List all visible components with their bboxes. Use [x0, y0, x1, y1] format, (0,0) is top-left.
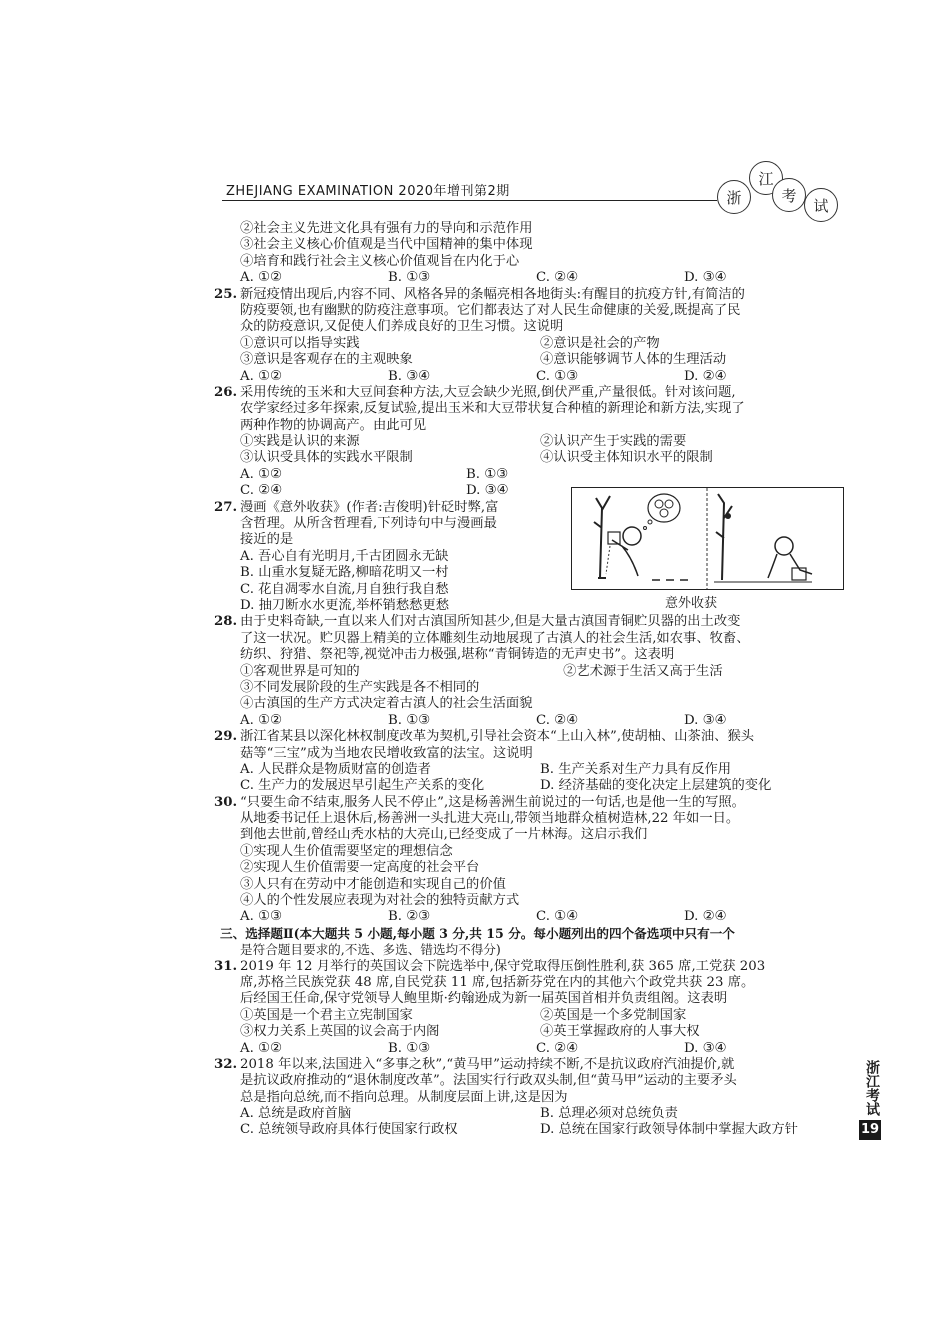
question-31	[214, 958, 840, 975]
option-a: A. ①③	[240, 909, 282, 925]
option: ①英国是一个君主立宪制国家	[240, 1007, 413, 1023]
question-30	[214, 794, 840, 811]
option-row	[240, 450, 840, 466]
option: ④意识能够调节人体的生理活动	[540, 352, 727, 368]
option: ④人的个性发展应表现为对社会的独特贡献方式	[240, 893, 520, 909]
text-line: ③社会主义核心价值观是当代中国精神的集中体现	[240, 237, 533, 253]
text-line: 含哲理。从所含哲理看,下列诗句中与漫画最	[240, 516, 497, 532]
option-c: C. ②④	[240, 483, 282, 499]
exam-content	[214, 221, 840, 1139]
option: ③意识是客观存在的主观映象	[240, 352, 413, 368]
text-line: 接近的是	[240, 532, 294, 548]
option-row	[240, 664, 840, 680]
option-b: B. 生产关系对生产力具有反作用	[540, 761, 732, 777]
option-c: C. 花自凋零水自流,月自独行我自愁	[240, 581, 449, 597]
question-25	[214, 286, 840, 303]
option: ④古滇国的生产方式决定着古滇人的社会生活面貌	[240, 696, 533, 712]
option-c: C. ②④	[536, 270, 578, 286]
text-line: 从地委书记任上退休后,杨善洲一头扎进大亮山,带领当地群众植树造林,22 年如一日。	[240, 811, 740, 827]
option-c: C. ②④	[536, 712, 578, 728]
option-b: B. ①③	[388, 270, 431, 286]
option-a: A. 人民群众是物质财富的创造者	[240, 761, 431, 777]
option-b: B. ②③	[388, 909, 431, 925]
side-tab: 浙江考试	[864, 1060, 880, 1116]
text-line: 总是指向总统,而不指向总理。从制度层面上讲,这是因为	[240, 1089, 568, 1105]
answer-row	[240, 909, 840, 925]
question-number: 29.	[214, 729, 238, 745]
option-a: A. ①②	[240, 466, 282, 482]
badge-jiang: 江	[749, 161, 783, 195]
option-c: C. ②④	[536, 1040, 578, 1056]
option-a: A. ①②	[240, 368, 282, 384]
option-b: B. ①③	[388, 712, 431, 728]
option-b: B. 总理必须对总统负责	[540, 1106, 678, 1122]
option-b: B. 山重水复疑无路,柳暗花明又一村	[240, 565, 449, 581]
option-c: C. ①③	[536, 368, 578, 384]
answer-row	[240, 467, 840, 483]
option: ④认识受主体知识水平的限制	[540, 450, 713, 466]
question-number: 30.	[214, 794, 238, 810]
stem: 由于史料奇缺,一直以来人们对古滇国所知甚少,但是大量古滇国青铜贮贝器的出土改变	[240, 614, 741, 630]
badge-shi: 试	[804, 188, 838, 222]
text-line: 了这一状况。贮贝器上精美的立体雕刻生动地展现了古滇人的社会生活,如农事、牧畜、	[240, 630, 750, 646]
text-line: 众的防疫意识,又促使人们养成良好的卫生习惯。这说明	[240, 319, 564, 335]
question-32	[214, 1056, 840, 1073]
option-row	[240, 778, 840, 794]
option-b: B. ③④	[388, 368, 431, 384]
option-row	[240, 1106, 840, 1122]
option: ③权力关系上英国的议会高于内阁	[240, 1024, 440, 1040]
option-row	[240, 434, 840, 450]
option-row	[240, 1024, 840, 1040]
question-29	[214, 729, 840, 745]
cartoon-caption: 意外收获	[665, 596, 718, 611]
option: ②艺术源于生活又高于生活	[563, 663, 723, 679]
option-d: D. ③④	[684, 712, 727, 728]
header-rule	[222, 200, 717, 201]
option-a: A. ①②	[240, 270, 282, 286]
badge-kao: 考	[772, 178, 806, 212]
text-line: 农学家经过多年探索,反复试验,提出玉米和大豆带状复合种植的新理论和新方法,实现了	[240, 401, 745, 417]
option-b: B. ①③	[466, 466, 509, 482]
question-number: 26.	[214, 384, 238, 400]
text-line: 菇等“三宝”成为当地农民增收致富的法宝。这说明	[240, 745, 533, 761]
option: ③认识受具体的实践水平限制	[240, 450, 413, 466]
stem: 2018 年以来,法国进入“多事之秋”,“黄马甲”运动持续不断,不是抗议政府汽油提价,就	[240, 1056, 735, 1072]
question-26	[214, 384, 840, 401]
section-note: 是符合题目要求的,不选、多选、错选均不得分)	[240, 942, 501, 958]
option-d: D. 经济基础的变化决定上层建筑的变化	[540, 778, 772, 794]
option-row	[240, 352, 840, 368]
option: ①实践是认识的来源	[240, 434, 360, 450]
option-row	[240, 336, 840, 352]
section-title: 三、选择题Ⅱ(本大题共 5 小题,每小题 3 分,共 15 分。每小题列出的四个备选项中只有一个	[220, 925, 735, 941]
option-c: C. 生产力的发展迟早引起生产关系的变化	[240, 778, 485, 794]
stem: 采用传统的玉米和大豆间套种方法,大豆会缺少光照,倒伏严重,产量很低。针对该问题,	[240, 384, 736, 400]
question-number: 31.	[214, 958, 238, 974]
badge-zhe: 浙	[717, 180, 751, 214]
stem: 浙江省某县以深化林权制度改革为契机,引导社会资本“上山入林”,使胡柚、山茶油、猴头	[240, 729, 755, 745]
option-d: D. 抽刀断水水更流,举杯销愁愁更愁	[240, 597, 450, 613]
option: ①实现人生价值需要坚定的理想信念	[240, 843, 453, 859]
cartoon-image	[571, 487, 844, 590]
page-number: 19	[859, 1120, 881, 1140]
stem: “只要生命不结束,服务人民不停止”,这是杨善洲生前说过的一句话,也是他一生的写照。	[240, 794, 745, 810]
option-a: A. 总统是政府首脑	[240, 1106, 352, 1122]
text-line: ④培育和践行社会主义核心价值观旨在内化于心	[240, 253, 520, 269]
option-c: C. ①④	[536, 909, 578, 925]
option-d: D. ②④	[684, 368, 727, 384]
answer-row	[240, 369, 840, 385]
text-line: 两种作物的协调高产。由此可见	[240, 417, 427, 433]
option-d: D. ③④	[684, 1040, 727, 1056]
header-title: ZHEJIANG EXAMINATION 2020年增刊第2期	[226, 184, 510, 199]
option: ②认识产生于实践的需要	[540, 434, 687, 450]
question-28	[214, 614, 840, 630]
text-line: 到他去世前,曾经山秃水枯的大亮山,已经变成了一片林海。这启示我们	[240, 827, 648, 843]
option-row	[240, 1008, 840, 1024]
option-b: B. ①③	[388, 1040, 431, 1056]
question-number: 25.	[214, 286, 238, 302]
option: ④英王掌握政府的人事大权	[540, 1024, 700, 1040]
answer-row	[240, 1041, 840, 1057]
option-a: A. ①②	[240, 712, 282, 728]
question-number: 27.	[214, 499, 238, 515]
option-row	[240, 1122, 840, 1138]
option-d: D. 总统在国家行政领导体制中掌握大政方针	[540, 1122, 798, 1138]
question-number: 28.	[214, 614, 238, 630]
option: ①意识可以指导实践	[240, 335, 360, 351]
section-heading	[220, 926, 840, 942]
answer-row	[240, 713, 840, 729]
answer-row	[240, 270, 840, 286]
option-d: D. ③④	[466, 483, 509, 499]
option: ②英国是一个多党制国家	[540, 1007, 687, 1023]
option-c: C. 总统领导政府具体行使国家行政权	[240, 1122, 458, 1138]
text-line: 纺织、狩猎、祭祀等,视觉冲击力极强,堪称“青铜铸造的无声史书”。这表明	[240, 647, 675, 663]
option: ③人只有在劳动中才能创造和实现自己的价值	[240, 876, 506, 892]
option-d: D. ②④	[684, 909, 727, 925]
option-d: D. ③④	[684, 270, 727, 286]
text-line: ②社会主义先进文化具有强有力的导向和示范作用	[240, 221, 533, 236]
stem: 新冠疫情出现后,内容不同、风格各异的条幅亮相各地街头:有醒目的抗疫方针,有简洁的	[240, 286, 745, 302]
cartoon-drawing	[572, 488, 843, 589]
option-a: A. 吾心自有光明月,千古团圆永无缺	[240, 548, 449, 564]
text-line: 是抗议政府推动的“退休制度改革”。法国实行行政双头制,但“黄马甲”运动的主要矛头	[240, 1073, 737, 1089]
option: ③不同发展阶段的生产实践是各不相同的	[240, 679, 480, 695]
question-number: 32.	[214, 1056, 238, 1072]
stem: 漫画《意外收获》(作者:吉俊明)针砭时弊,富	[240, 499, 499, 515]
text-line: 席,苏格兰民族党获 48 席,自民党获 11 席,包括新芬党在内的其他六个政党共获 23 席。	[240, 974, 755, 990]
option-row	[240, 762, 840, 778]
option: ②实现人生价值需要一定高度的社会平台	[240, 860, 480, 876]
stem: 2019 年 12 月举行的英国议会下院选举中,保守党取得压倒性胜利,获 365 席,工党获 203	[240, 958, 766, 974]
option: ②意识是社会的产物	[540, 335, 660, 351]
option: ①客观世界是可知的	[240, 663, 360, 679]
text-line: 后经国王任命,保守党领导人鲍里斯·约翰逊成为新一届英国首相并负责组阁。这表明	[240, 991, 728, 1007]
text-line: 防疫要领,也有幽默的防疫注意事项。它们都表达了对人民生命健康的关爱,既提高了民	[240, 302, 741, 318]
option-a: A. ①②	[240, 1040, 282, 1056]
